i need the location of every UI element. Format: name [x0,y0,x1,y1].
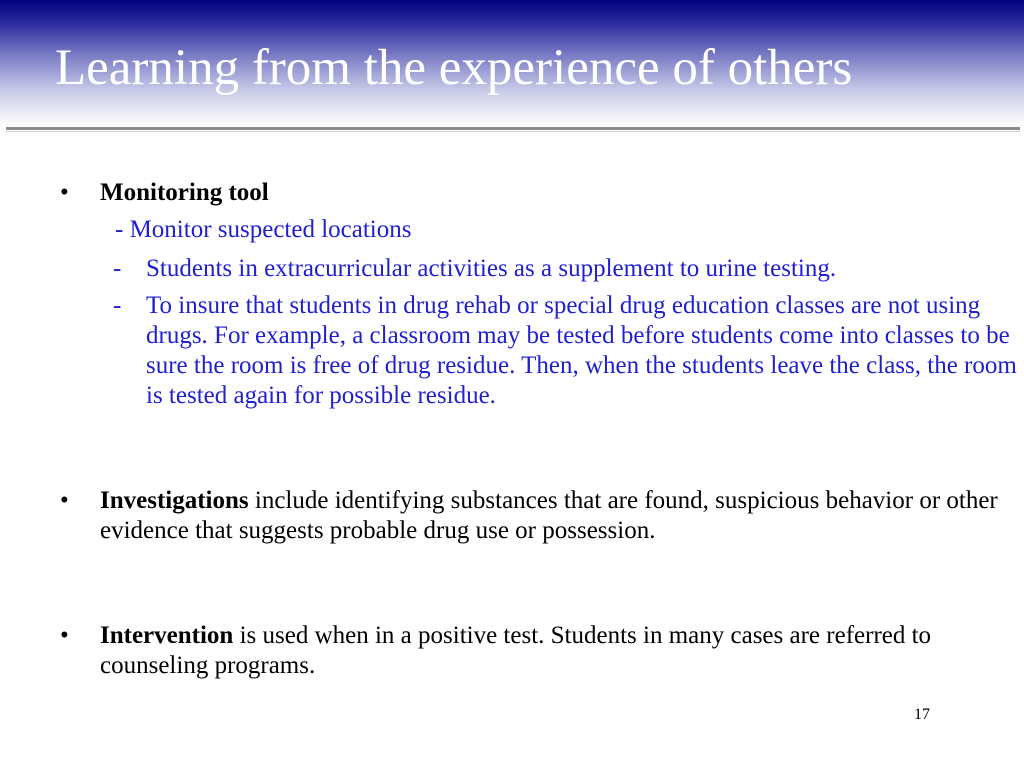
dash-marker: - [113,255,122,282]
dash-marker: - [113,292,122,319]
bullet-text [100,621,1010,681]
page-number: 17 [914,706,930,723]
bullet-rest: include identifying substances that are found, suspicious behavior or other evidence that suggests probable drug use or possession. [100,487,998,544]
bullet-marker: • [60,487,69,514]
bullet-text [100,178,1010,208]
bullet-text [100,486,1010,546]
bullet-marker: • [60,622,69,649]
title-divider-highlight [6,131,1020,132]
bullet-marker: • [60,179,69,206]
title-divider [6,127,1020,130]
bullet-term: Investigations [100,487,249,514]
bullet-rest: is used when in a positive test. Students in many cases are referred to counseling programs. [100,622,932,679]
monitoring-item-text: Students in extracurricular activities as a supplement to urine testing. [146,255,837,282]
bullet-term: Intervention [100,622,234,649]
bullet-term: Monitoring tool [100,179,269,206]
monitoring-subheading: - Monitor suspected locations [115,216,412,243]
title-banner [0,0,1024,126]
monitoring-item-text: To insure that students in drug rehab or special drug education classes are not using drugs. For example, a classroom may be tested before students come into classes to be sure the room is free of drug residue. Then, when the students leave the class, the room is tested again for possible residue. [146,292,1017,409]
slide-title: Learning from the experience of others [55,40,853,96]
